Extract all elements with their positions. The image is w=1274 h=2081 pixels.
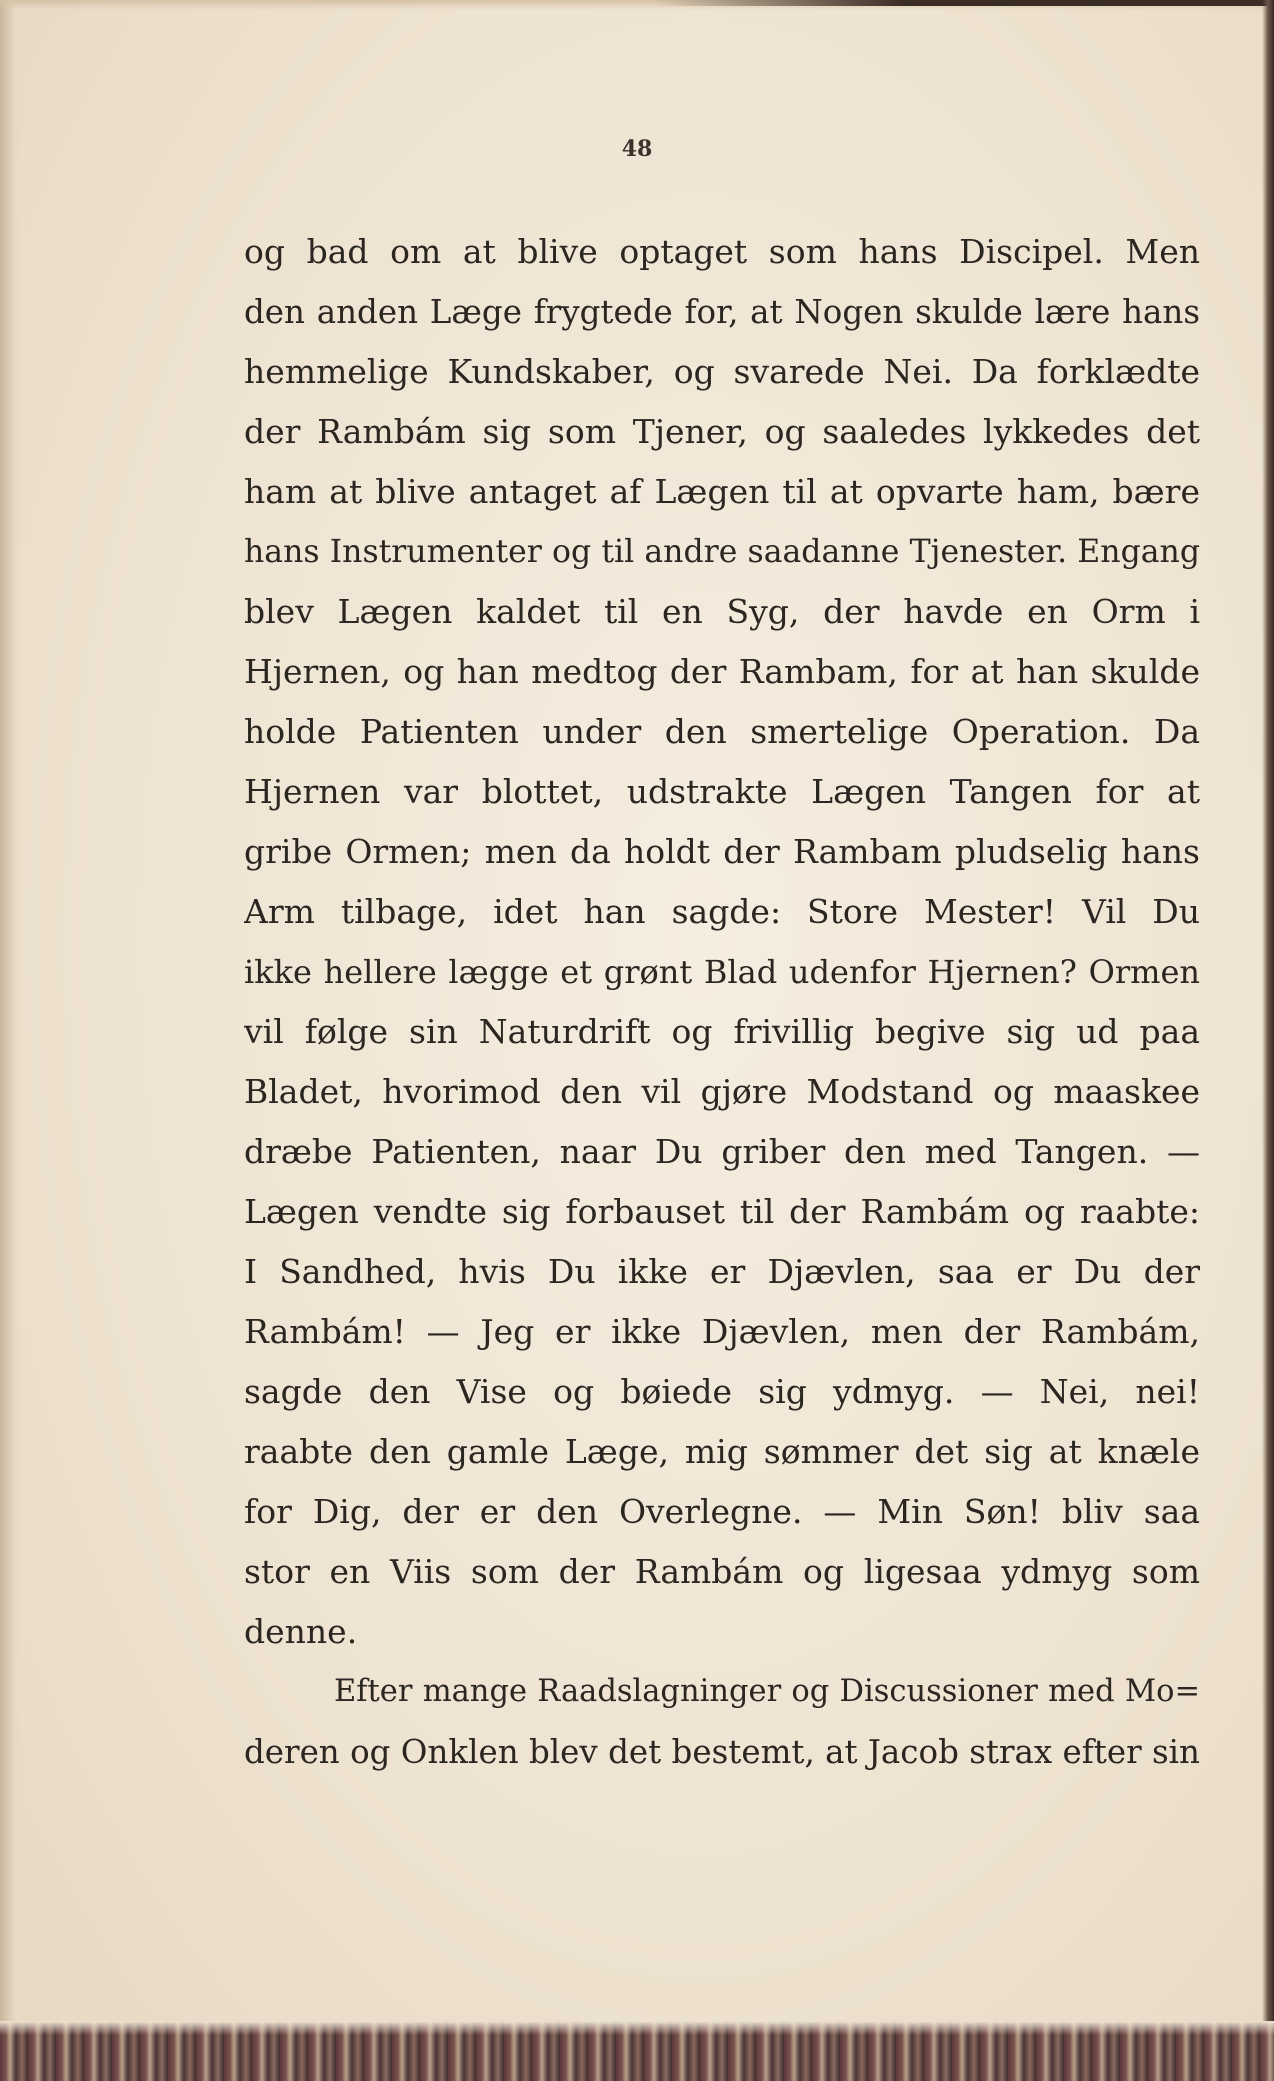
text-line: I Sandhed, hvis Du ikke er Djævlen, saa er Du der bbox=[244, 1252, 1200, 1291]
text-line: hans Instrumenter og til andre saadanne Tjenester. Engang bbox=[244, 534, 1200, 570]
text-line: deren og Onklen blev det bestemt, at Jacob strax efter sin bbox=[244, 1733, 1200, 1771]
text-line: vil følge sin Naturdrift og frivillig begive sig ud paa bbox=[244, 1012, 1200, 1051]
text-line: Hjernen, og han medtog der Rambam, for at han skulde bbox=[244, 652, 1200, 691]
text-line: Rambám! — Jeg er ikke Djævlen, men der Rambám, bbox=[244, 1312, 1200, 1351]
binding-strip bbox=[1262, 0, 1274, 2081]
text-line: Arm tilbage, idet han sagde: Store Mester! Vil Du bbox=[244, 892, 1200, 931]
text-line: ham at blive antaget af Lægen til at opvarte ham, bære bbox=[244, 472, 1200, 511]
text-line: ikke hellere lægge et grønt Blad udenfor Hjernen? Ormen bbox=[244, 953, 1200, 991]
text-line: Bladet, hvorimod den vil gjøre Modstand og maaskee bbox=[244, 1072, 1200, 1111]
page-left-edge bbox=[0, 0, 22, 2081]
text-line: raabte den gamle Læge, mig sømmer det sig at knæle bbox=[244, 1432, 1200, 1471]
paragraph-start-line: Efter mange Raadslagninger og Discussioner med Mo= bbox=[334, 1674, 1200, 1709]
text-line: hemmelige Kundskaber, og svarede Nei. Da forklædte bbox=[244, 352, 1200, 391]
text-line: for Dig, der er den Overlegne. — Min Søn! bliv saa bbox=[244, 1492, 1200, 1531]
page-number: 48 bbox=[621, 136, 653, 162]
text-line: der Rambám sig som Tjener, og saaledes lykkedes det bbox=[244, 412, 1200, 451]
text-line: blev Lægen kaldet til en Syg, der havde en Orm i bbox=[244, 592, 1200, 631]
text-line: holde Patienten under den smertelige Operation. Da bbox=[244, 712, 1200, 751]
text-line: sagde den Vise og bøiede sig ydmyg. — Nei, nei! bbox=[244, 1372, 1200, 1411]
top-binding-rule bbox=[654, 0, 1274, 6]
text-line: Lægen vendte sig forbauset til der Rambám og raabte: bbox=[244, 1192, 1200, 1231]
text-line: og bad om at blive optaget som hans Discipel. Men bbox=[244, 232, 1200, 271]
marbled-edge bbox=[0, 2021, 1274, 2081]
paragraph-end-line: denne. bbox=[244, 1612, 358, 1651]
text-line: gribe Ormen; men da holdt der Rambam pludselig hans bbox=[244, 832, 1200, 871]
body-text bbox=[244, 222, 1200, 1782]
text-line: Hjernen var blottet, udstrakte Lægen Tangen for at bbox=[244, 772, 1200, 811]
text-line: dræbe Patienten, naar Du griber den med Tangen. — bbox=[244, 1132, 1200, 1171]
text-line: den anden Læge frygtede for, at Nogen skulde lære hans bbox=[244, 293, 1200, 331]
text-line: stor en Viis som der Rambám og ligesaa ydmyg som bbox=[244, 1552, 1200, 1591]
